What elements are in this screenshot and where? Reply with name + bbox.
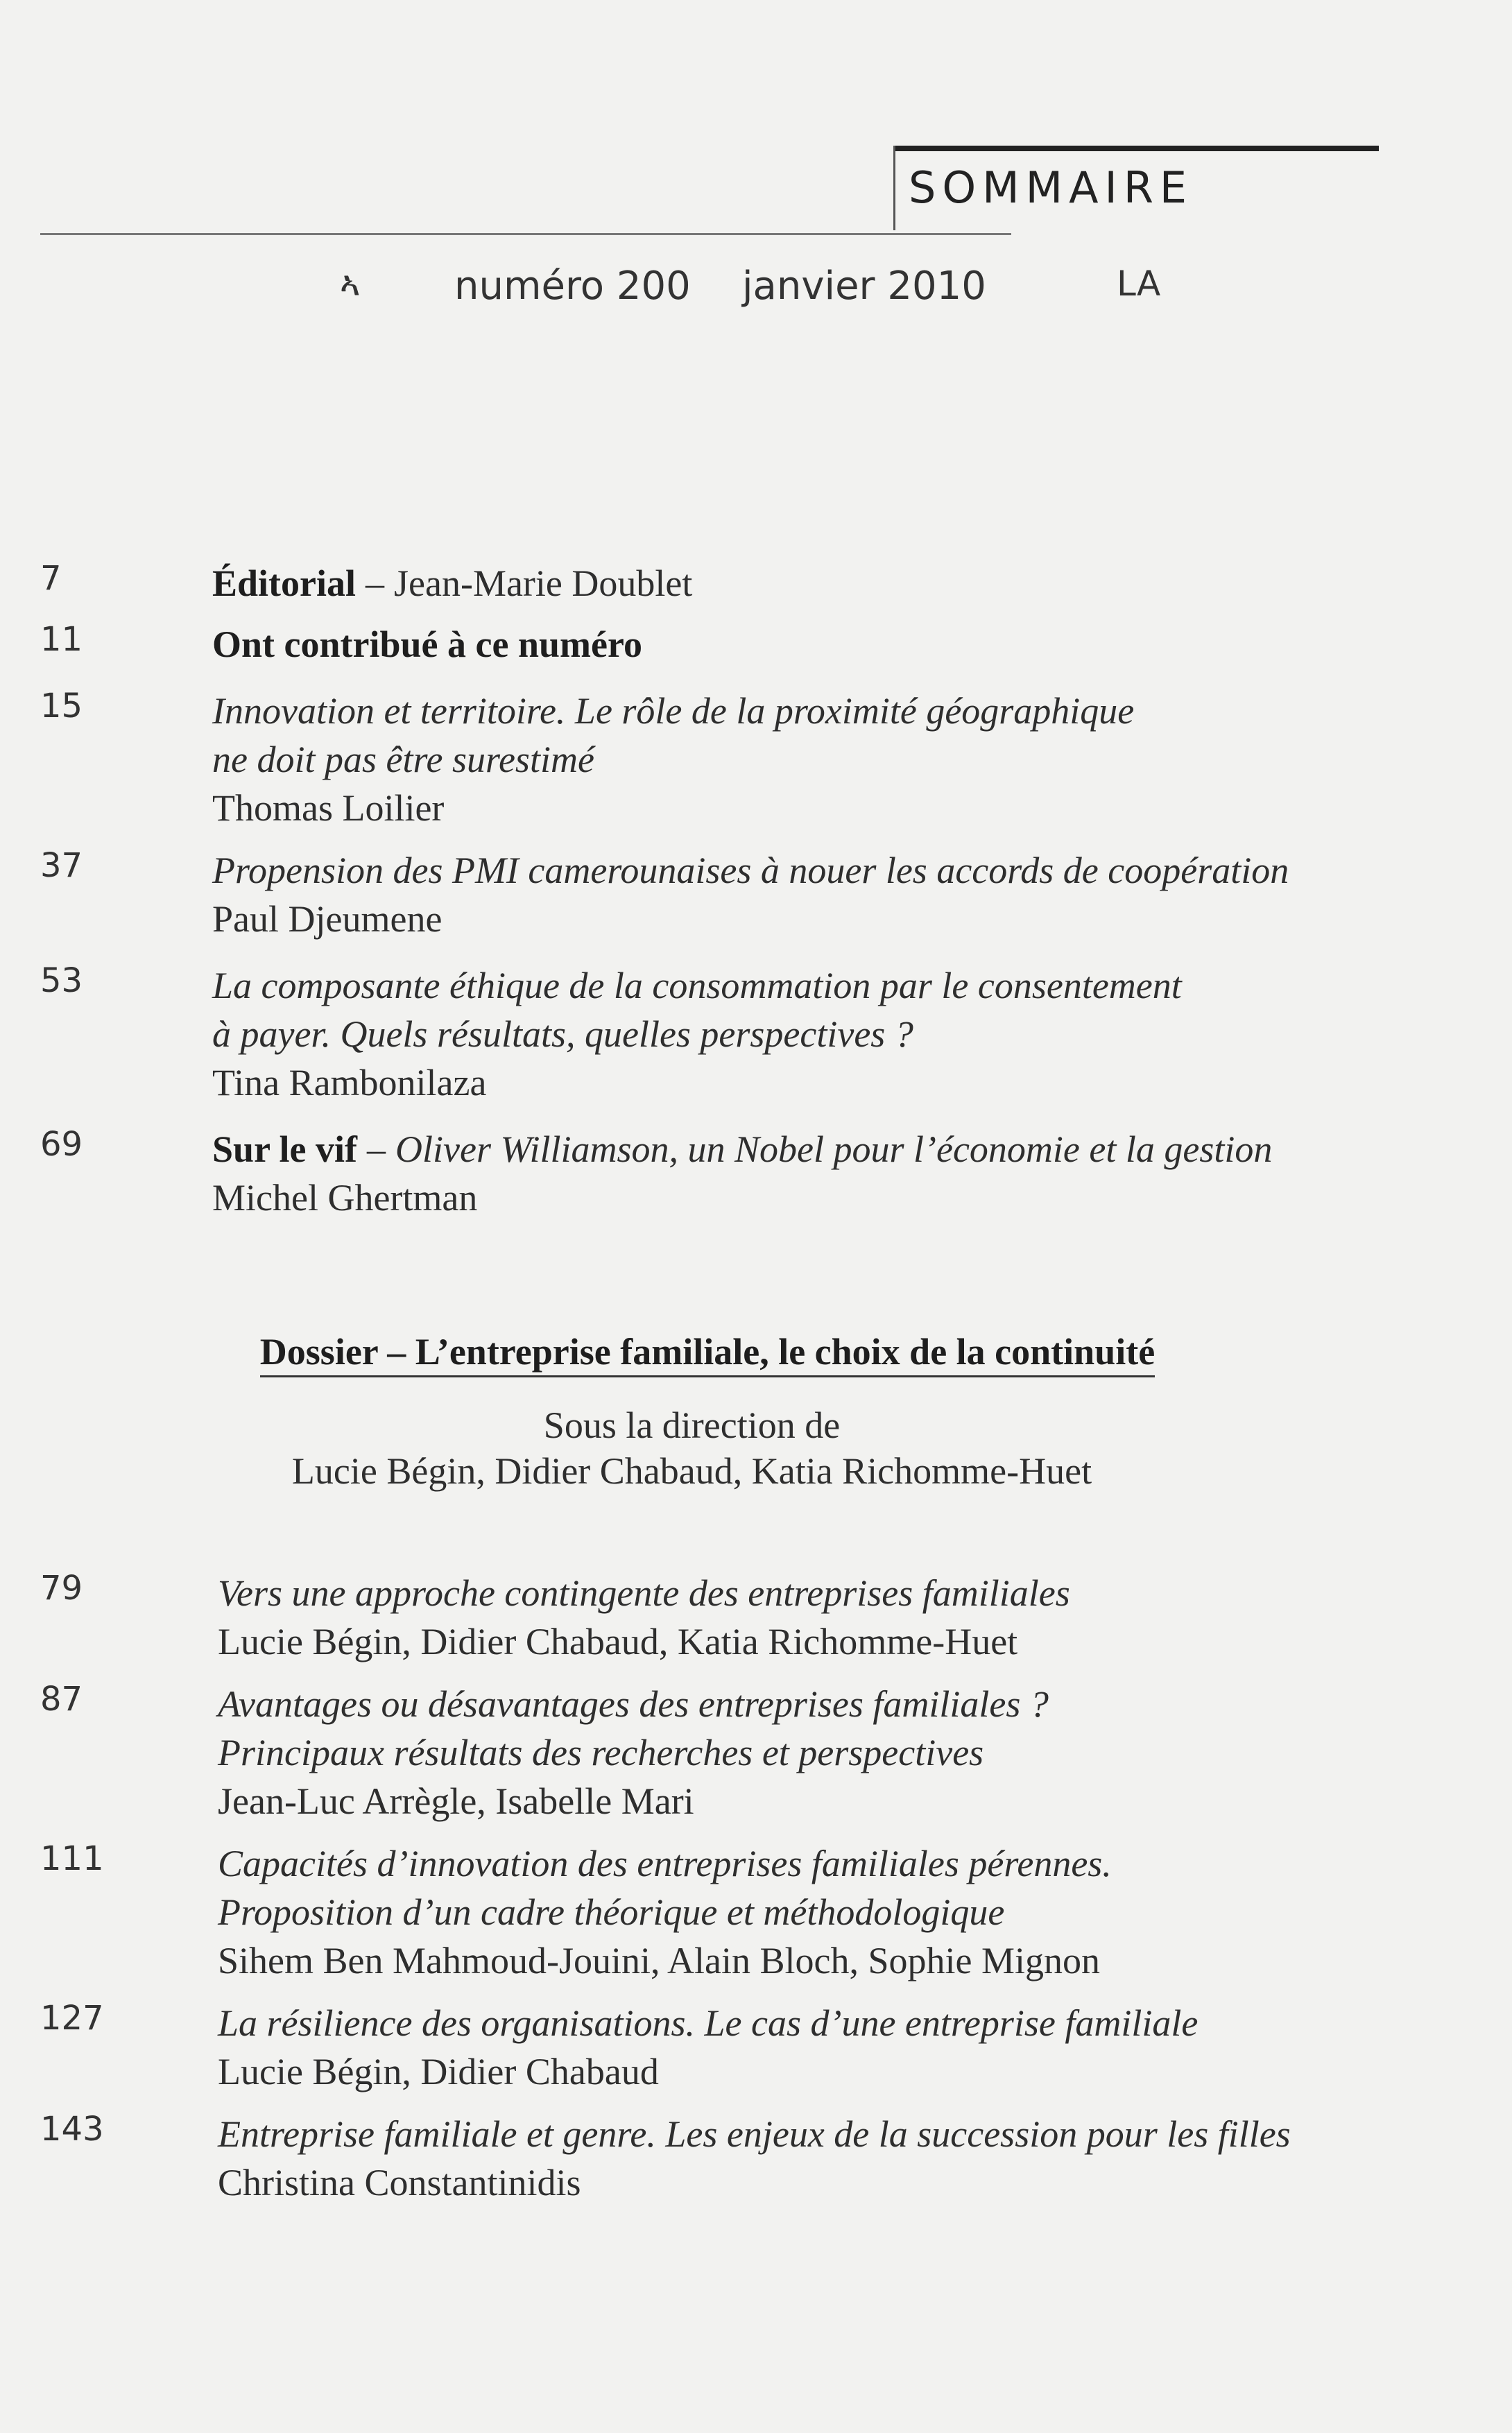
entry-title-line: Entreprise familiale et genre. Les enjeux de la succession pour les filles [218, 2113, 1291, 2155]
entry-title-line: La résilience des organisations. Le cas d’une entreprise familiale [218, 2002, 1199, 2044]
entry-body [218, 1569, 1508, 1666]
entry-page-number: 79 [40, 1569, 83, 1608]
entry-body [218, 1680, 1508, 1825]
entry-authors: Christina Constantinidis [218, 2162, 581, 2203]
entry-page-number: 111 [40, 1839, 104, 1878]
entry-body [212, 1125, 1502, 1222]
entry-body [212, 687, 1502, 832]
entry-page-number: 69 [40, 1125, 83, 1164]
entry-title-line: Vers une approche contingente des entreprises familiales [218, 1572, 1070, 1614]
entry-title-line: Avantages ou désavantages des entreprises familiales ? [218, 1683, 1049, 1725]
entry-title-line: Capacités d’innovation des entreprises familiales pérennes. [218, 1843, 1112, 1884]
header-top-bar [893, 146, 1379, 151]
entry-page-number: 127 [40, 1999, 104, 2038]
issue-number: numéro 200 [454, 264, 691, 309]
entry-title-line: Principaux résultats des recherches et perspectives [218, 1732, 984, 1773]
entry-title-line: ne doit pas être surestimé [212, 739, 594, 780]
entry-label: Ont contribué à ce numéro [212, 624, 642, 665]
entry-body [218, 2110, 1508, 2207]
dossier-title: Dossier – L’entreprise familiale, le choix de la continuité [0, 1330, 1415, 1373]
header-vertical-rule [893, 146, 895, 230]
entry-authors: Lucie Bégin, Didier Chabaud, Katia Richomme-Huet [218, 1621, 1018, 1662]
entry-separator: – [366, 562, 385, 604]
entry-authors: Michel Ghertman [212, 1177, 478, 1219]
entry-page-number: 87 [40, 1680, 83, 1719]
dossier-direction-label: Sous la direction de [543, 1404, 841, 1446]
entry-authors: Lucie Bégin, Didier Chabaud [218, 2051, 659, 2092]
header-rule [40, 233, 1011, 235]
entry-page-number: 37 [40, 846, 83, 885]
entry-authors: Thomas Loilier [212, 787, 445, 829]
entry-body [212, 620, 1502, 669]
page-title: SOMMAIRE [909, 162, 1194, 213]
handwritten-mark-left: ኣ [340, 264, 361, 304]
entry-label: Éditorial [212, 562, 356, 604]
entry-title-line: Proposition d’un cadre théorique et méthodologique [218, 1891, 1005, 1933]
entry-body [212, 559, 1502, 608]
issue-line [340, 264, 1172, 319]
dossier-editors: Lucie Bégin, Didier Chabaud, Katia Richomme-Huet [291, 1450, 1092, 1492]
entry-body [212, 961, 1502, 1107]
entry-page-number: 143 [40, 2110, 104, 2149]
entry-separator: – [367, 1128, 386, 1170]
entry-label: Sur le vif [212, 1128, 358, 1170]
issue-date: janvier 2010 [742, 264, 986, 309]
entry-page-number: 53 [40, 961, 83, 1000]
handwritten-mark-right: LA [1117, 264, 1161, 304]
entry-page-number: 15 [40, 687, 83, 725]
entry-authors: Sihem Ben Mahmoud-Jouini, Alain Bloch, Sophie Mignon [218, 1940, 1100, 1981]
entry-title-line: Propension des PMI camerounaises à nouer les accords de coopération [212, 850, 1289, 891]
entry-title-line: Innovation et territoire. Le rôle de la proximité géographique [212, 690, 1135, 732]
entry-title: Oliver Williamson, un Nobel pour l’économie et la gestion [395, 1128, 1273, 1170]
entry-authors: Paul Djeumene [212, 898, 443, 940]
entry-body [218, 1839, 1508, 1985]
entry-authors: Tina Rambonilaza [212, 1062, 487, 1103]
entry-author: Jean-Marie Doublet [394, 562, 693, 604]
entry-body [218, 1999, 1508, 2096]
entry-title-line: La composante éthique de la consommation par le consentement [212, 965, 1182, 1006]
entry-page-number: 7 [40, 559, 62, 598]
entry-page-number: 11 [40, 620, 83, 659]
entry-body [212, 846, 1502, 943]
entry-title-line: à payer. Quels résultats, quelles perspectives ? [212, 1013, 913, 1055]
entry-authors: Jean-Luc Arrègle, Isabelle Mari [218, 1780, 694, 1822]
